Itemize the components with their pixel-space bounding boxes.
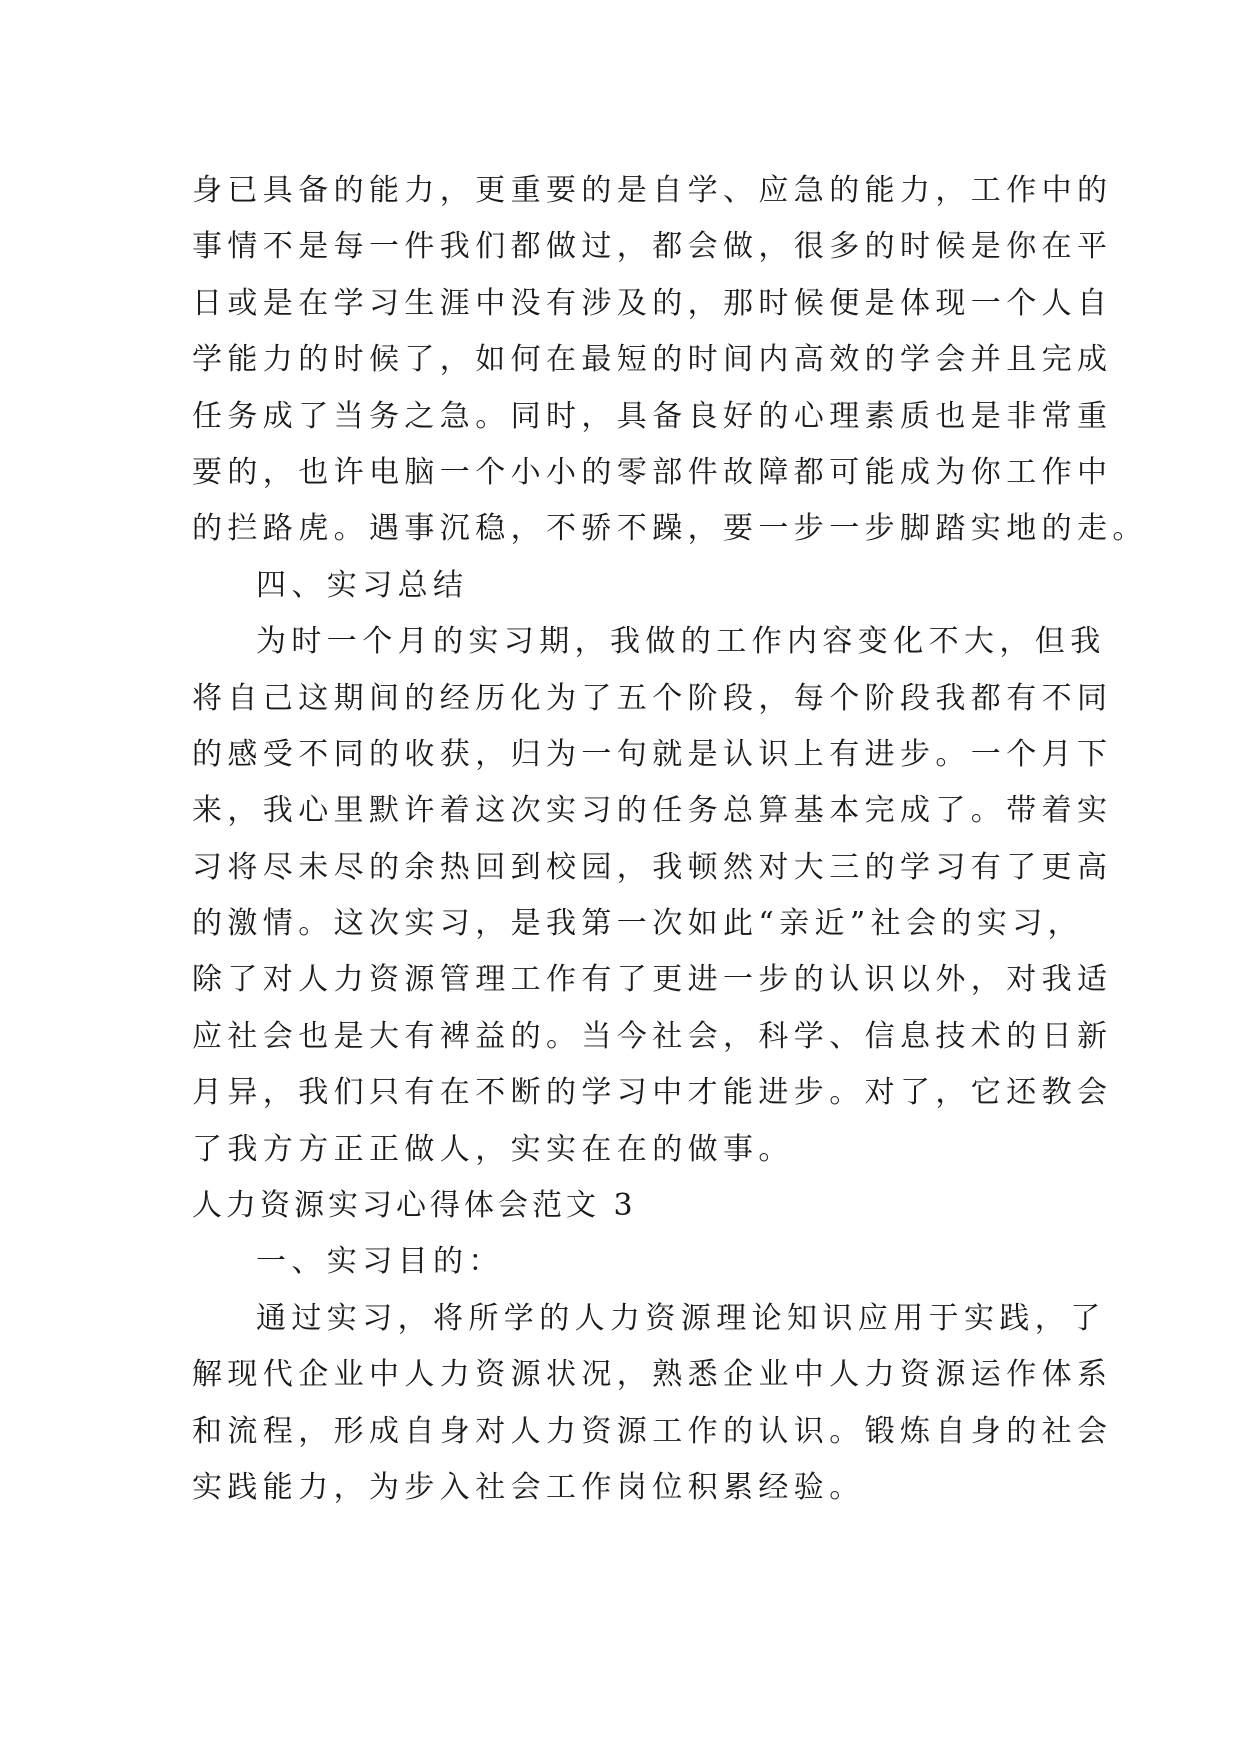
- text-line: 应社会也是大有裨益的。当今社会，科学、信息技术的日新: [192, 1018, 1113, 1054]
- text-line: 学能力的时候了，如何在最短的时间内高效的学会并且完成: [192, 342, 1113, 378]
- document-body: [192, 163, 1148, 1516]
- text-line: 事情不是每一件我们都做过，都会做，很多的时候是你在平: [192, 229, 1113, 265]
- text-line: 解现代企业中人力资源状况，熟悉企业中人力资源运作体系: [192, 1357, 1113, 1393]
- text-line: 的拦路虎。遇事沉稳，不骄不躁，要一步一步脚踏实地的走。: [192, 511, 1148, 547]
- text-line: 通过实习，将所学的人力资源理论知识应用于实践，了: [256, 1300, 1106, 1336]
- text-line: 身已具备的能力，更重要的是自学、应急的能力，工作中的: [192, 173, 1113, 208]
- text-line: 习将尽未尽的余热回到校园，我顿然对大三的学习有了更高: [192, 849, 1113, 885]
- text-line: 和流程，形成自身对人力资源工作的认识。锻炼自身的社会: [192, 1413, 1113, 1449]
- text-line: 一、实习目的：: [256, 1244, 504, 1280]
- text-line: 要的，也许电脑一个小小的零部件故障都可能成为你工作中: [192, 454, 1113, 490]
- text-line: 的感受不同的收获，归为一句就是认识上有进步。一个月下: [192, 736, 1113, 772]
- text-line: 的激情。这次实习，是我第一次如此“亲近”社会的实习，: [192, 906, 1084, 942]
- text-line: 除了对人力资源管理工作有了更进一步的认识以外，对我适: [192, 962, 1113, 998]
- text-line: 任务成了当务之急。同时，具备良好的心理素质也是非常重: [192, 398, 1113, 434]
- text-line: 月异，我们只有在不断的学习中才能进步。对了，它还教会: [192, 1075, 1113, 1111]
- section-heading: 人力资源实习心得体会范文 3: [192, 1188, 637, 1224]
- text-line: 了我方方正正做人，实实在在的做事。: [192, 1131, 794, 1167]
- text-line: 日或是在学习生涯中没有涉及的，那时候便是体现一个人自: [192, 285, 1113, 321]
- text-line: 实践能力，为步入社会工作岗位积累经验。: [192, 1469, 865, 1505]
- text-line: 将自己这期间的经历化为了五个阶段，每个阶段我都有不同: [192, 680, 1113, 716]
- text-line: 为时一个月的实习期，我做的工作内容变化不大，但我: [256, 624, 1106, 660]
- text-line: 来，我心里默许着这次实习的任务总算基本完成了。带着实: [192, 793, 1113, 829]
- text-line: 四、实习总结: [256, 567, 469, 603]
